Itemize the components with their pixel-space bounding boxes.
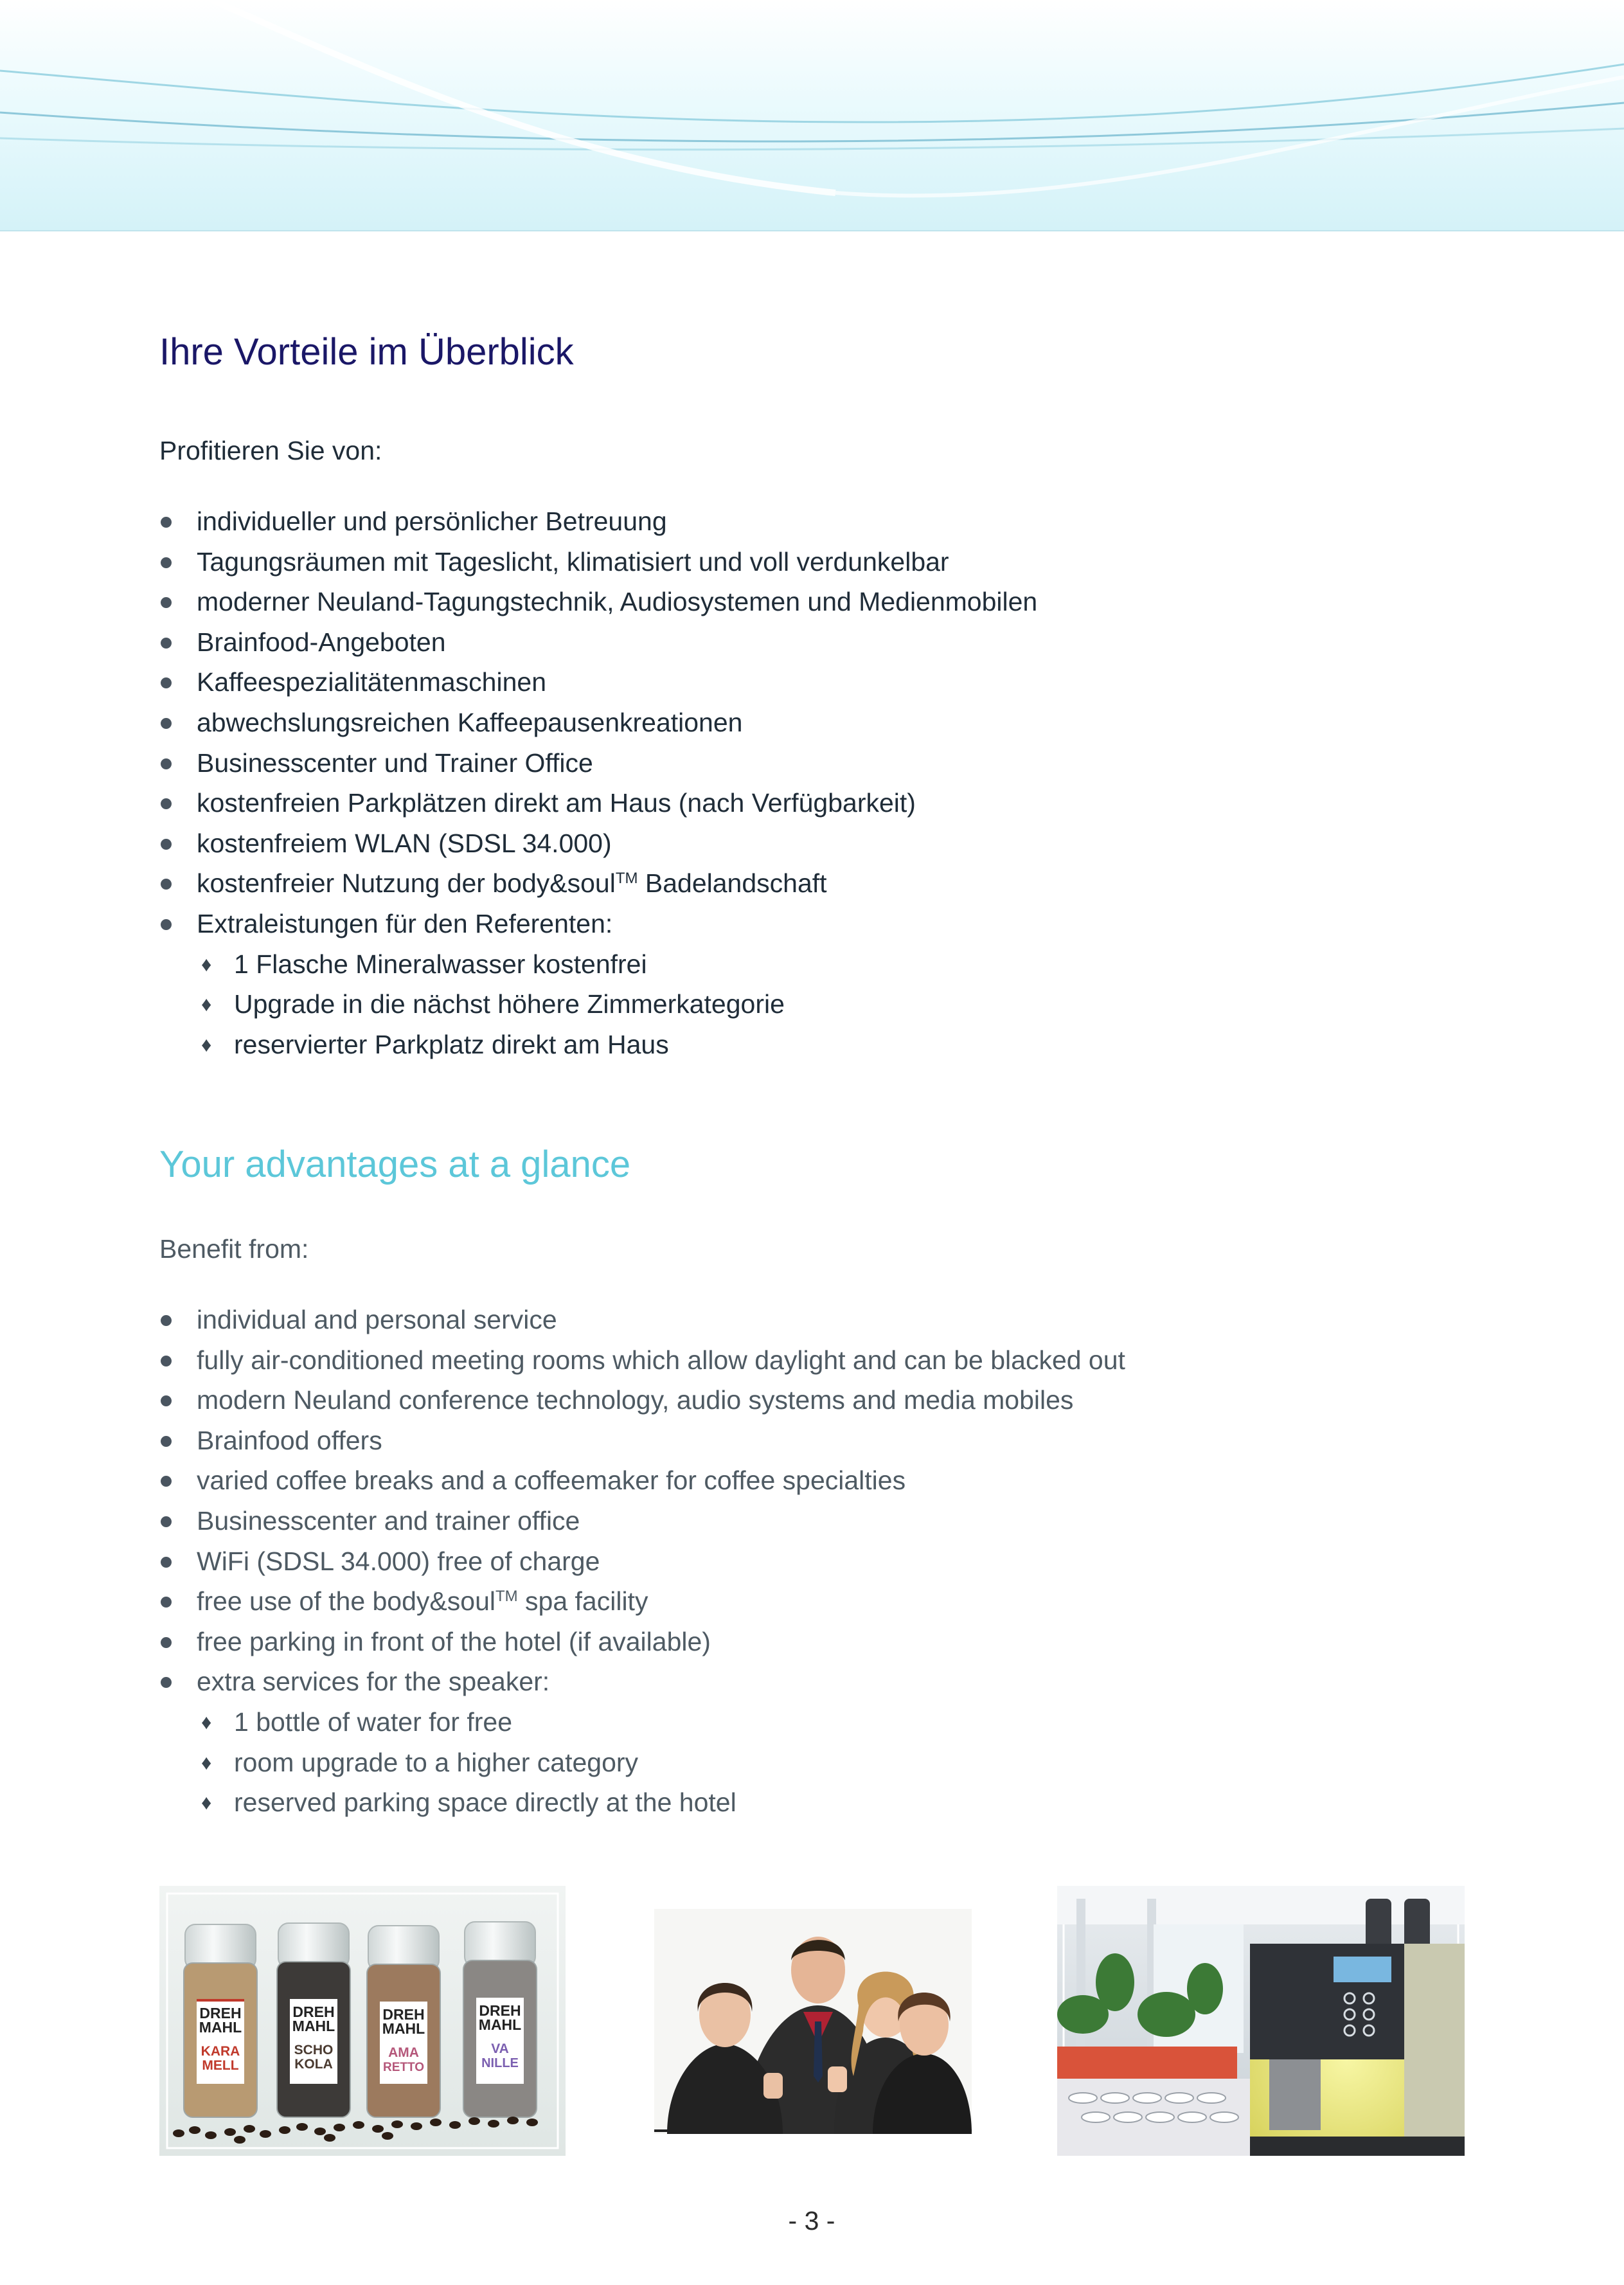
photo-team	[654, 1909, 972, 2134]
bullet-icon	[161, 557, 172, 568]
bullet-icon	[161, 879, 172, 890]
english-intro: Benefit from:	[159, 1234, 309, 1264]
sub-list-item: ♦ Upgrade in die nächst höhere Zimmerkategorie	[159, 984, 1037, 1025]
list-item: free parking in front of the hotel (if available)	[159, 1622, 1125, 1662]
list-item: fully air-conditioned meeting rooms which allow daylight and can be blacked out	[159, 1340, 1125, 1381]
diamond-bullet-icon: ♦	[201, 1750, 212, 1774]
team-image	[654, 1909, 972, 2134]
english-benefits-list	[159, 1300, 1125, 1823]
trademark-mark: TM	[615, 870, 638, 888]
list-item: individueller und persönlicher Betreuung	[159, 501, 1037, 542]
bullet-icon	[161, 677, 172, 688]
svg-text:DREH: DREH	[292, 2003, 335, 2020]
bullet-icon	[161, 517, 172, 528]
list-item-extras: Extraleistungen für den Referenten:	[159, 904, 1037, 944]
sub-list-item: ♦ reservierter Parkplatz direkt am Haus	[159, 1025, 1037, 1065]
list-item: individual and personal service	[159, 1300, 1125, 1340]
bullet-icon	[161, 597, 172, 608]
german-benefits-list	[159, 501, 1037, 1064]
svg-text:MELL: MELL	[202, 2058, 239, 2073]
bullet-icon	[161, 919, 172, 930]
list-item-spa: kostenfreier Nutzung der body&soul™ Badelandschaft	[159, 863, 1037, 904]
svg-text:KARA: KARA	[201, 2044, 240, 2059]
list-item: Kaffeespezialitätenmaschinen	[159, 662, 1037, 703]
bullet-icon	[161, 1395, 172, 1406]
grinder-label-text: DREH	[199, 2005, 242, 2021]
svg-text:MAHL: MAHL	[292, 2018, 335, 2034]
list-item: varied coffee breaks and a coffeemaker for coffee specialties	[159, 1460, 1125, 1501]
spice-grinders-image	[159, 1886, 566, 2156]
german-intro: Profitieren Sie von:	[159, 436, 382, 465]
sub-list-item: ♦ reserved parking space directly at the hotel	[159, 1782, 1125, 1823]
bullet-icon	[161, 1516, 172, 1527]
coffee-machine-image	[1057, 1886, 1465, 2156]
list-item-spa: free use of the body&soul™ spa facility	[159, 1581, 1125, 1622]
list-item: abwechslungsreichen Kaffeepausenkreationen	[159, 703, 1037, 743]
diamond-bullet-icon: ♦	[201, 1710, 212, 1734]
photo-spice-grinders	[159, 1886, 566, 2156]
header-decoration	[0, 0, 1624, 231]
sub-list-item: ♦ 1 Flasche Mineralwasser kostenfrei	[159, 944, 1037, 985]
sub-list-item: ♦ 1 bottle of water for free	[159, 1702, 1125, 1743]
list-item-extras: extra services for the speaker:	[159, 1662, 1125, 1702]
list-item: Brainfood offers	[159, 1420, 1125, 1461]
diamond-bullet-icon: ♦	[201, 952, 212, 976]
list-item: Tagungsräumen mit Tageslicht, klimatisiert und voll verdunkelbar	[159, 542, 1037, 582]
svg-text:MAHL: MAHL	[199, 2019, 242, 2036]
bullet-icon	[161, 758, 172, 769]
page-number: - 3 -	[788, 2206, 835, 2236]
list-item: moderner Neuland-Tagungstechnik, Audiosystemen und Medienmobilen	[159, 582, 1037, 622]
german-section-title: Ihre Vorteile im Überblick	[159, 331, 574, 373]
svg-text:MAHL: MAHL	[382, 2020, 425, 2037]
bullet-icon	[161, 1476, 172, 1487]
sub-list-item: ♦ room upgrade to a higher category	[159, 1743, 1125, 1783]
svg-text:RETTO: RETTO	[382, 2061, 425, 2074]
svg-text:NILLE: NILLE	[481, 2056, 519, 2070]
svg-text:MAHL: MAHL	[478, 2016, 522, 2033]
bullet-icon	[161, 1315, 172, 1326]
bullet-icon	[161, 839, 172, 850]
svg-text:VA: VA	[491, 2041, 509, 2056]
bullet-icon	[161, 1637, 172, 1648]
list-item: kostenfreiem WLAN (SDSL 34.000)	[159, 823, 1037, 864]
list-item: Brainfood-Angeboten	[159, 622, 1037, 663]
bullet-icon	[161, 1597, 172, 1608]
list-item: kostenfreien Parkplätzen direkt am Haus (nach Verfügbarkeit)	[159, 783, 1037, 823]
bullet-icon	[161, 1677, 172, 1688]
bullet-icon	[161, 638, 172, 649]
svg-text:DREH: DREH	[479, 2002, 521, 2019]
svg-text:DREH: DREH	[382, 2006, 425, 2023]
svg-text:SCHO: SCHO	[294, 2043, 334, 2057]
bullet-icon	[161, 1557, 172, 1568]
bullet-icon	[161, 1356, 172, 1367]
bullet-icon	[161, 718, 172, 729]
diamond-bullet-icon: ♦	[201, 1032, 212, 1056]
svg-text:AMA: AMA	[388, 2045, 419, 2060]
photo-coffee-machine	[1057, 1886, 1465, 2156]
bullet-icon	[161, 798, 172, 809]
diamond-bullet-icon: ♦	[201, 1791, 212, 1815]
list-item: Businesscenter und Trainer Office	[159, 743, 1037, 784]
diamond-bullet-icon: ♦	[201, 992, 212, 1016]
list-item: Businesscenter and trainer office	[159, 1501, 1125, 1541]
bullet-icon	[161, 1436, 172, 1447]
list-item: modern Neuland conference technology, audio systems and media mobiles	[159, 1380, 1125, 1420]
list-item: WiFi (SDSL 34.000) free of charge	[159, 1541, 1125, 1582]
trademark-mark: TM	[495, 1588, 518, 1606]
wave-lines	[0, 0, 1624, 230]
english-section-title: Your advantages at a glance	[159, 1143, 631, 1185]
svg-text:KOLA: KOLA	[294, 2057, 333, 2072]
